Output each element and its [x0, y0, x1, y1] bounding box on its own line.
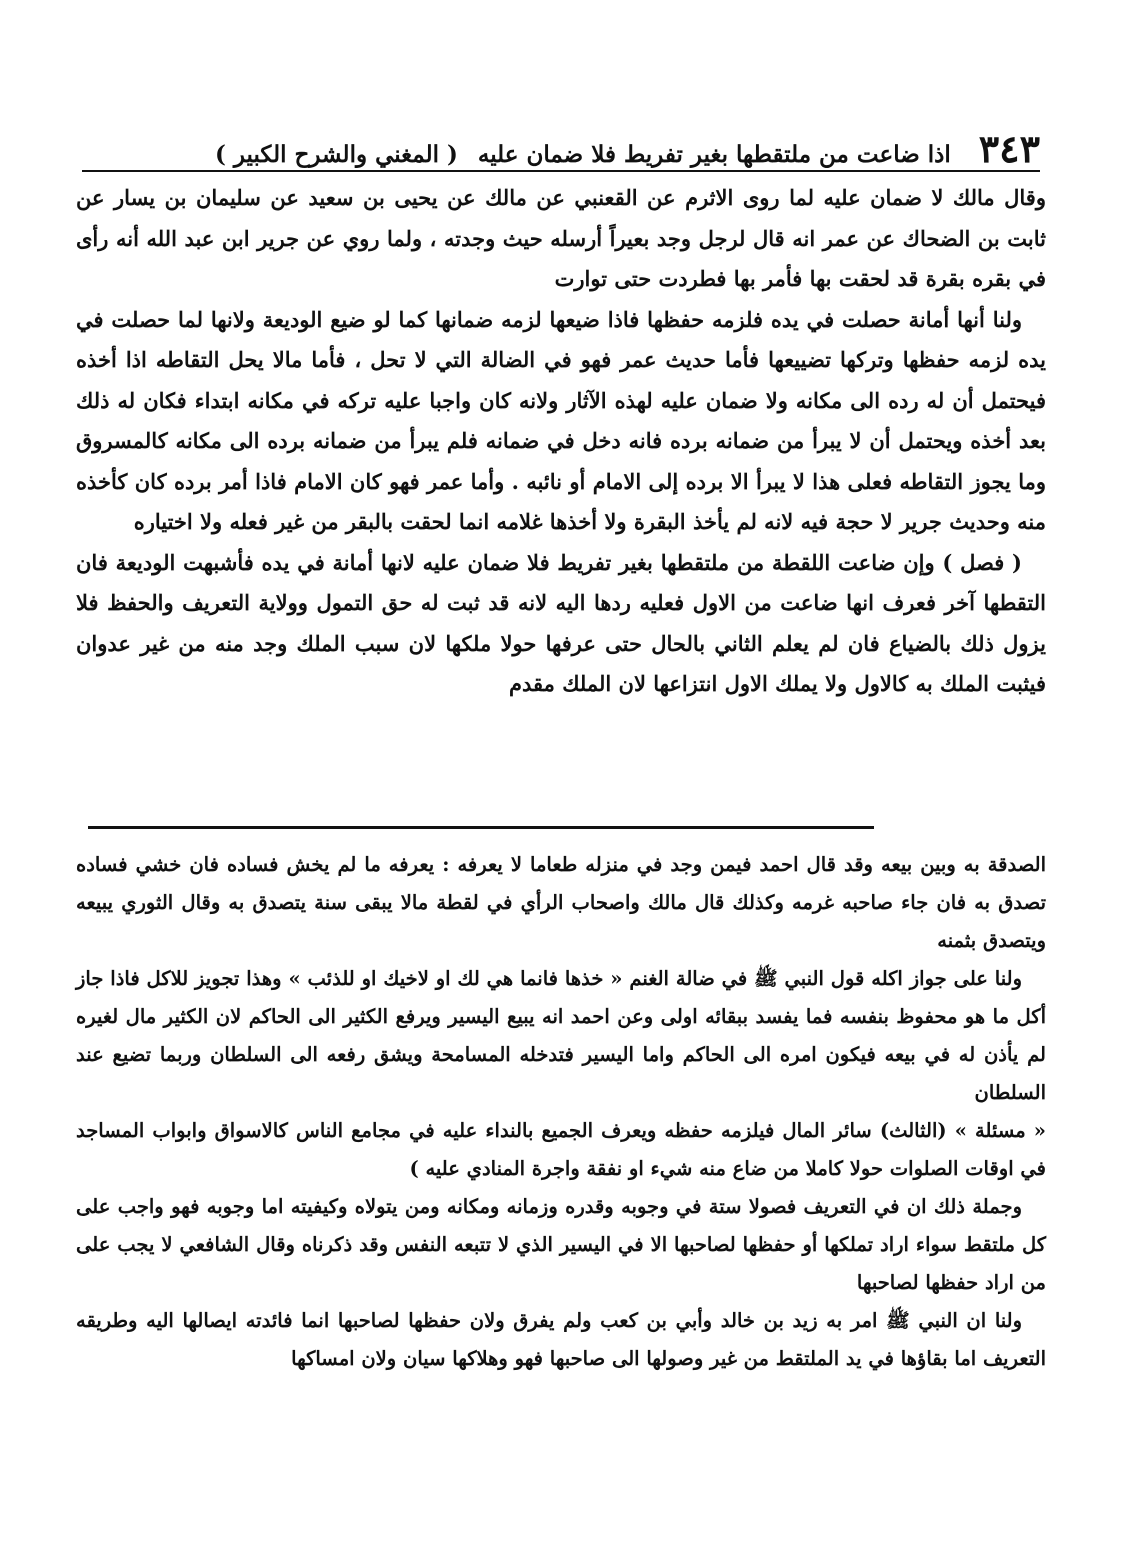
- main-paragraph: وقال مالك لا ضمان عليه لما روى الاثرم عن القعنبي عن مالك عن يحيى بن سعيد عن سليمان بن يسار عن ثابت بن الضحاك عن عمر انه قال لرجل وجد بعيراً أرسله حيث وجدته ، ولما روي عن جرير ابن عبد الله أنه رأى في بقره بقرة قد لحقت بها فأمر بها فطردت حتى توارت: [76, 185, 1046, 291]
- section-title: اذا ضاعت من ملتقطها بغير تفريط فلا ضمان عليه: [477, 141, 951, 168]
- main-text: [76, 178, 1046, 705]
- section-divider: [88, 826, 874, 829]
- page-number: ٣٤٣: [978, 126, 1040, 171]
- main-paragraph: ( فصل ) وإن ضاعت اللقطة من ملتقطها بغير تفريط فلا ضمان عليه لانها أمانة في يده فأشبهت الوديعة فان التقطها آخر فعرف انها ضاعت من الاول فعليه ردها اليه لانه قد ثبت له حق التمول وولاية التعريف والحفظ فلا يزول ذلك بالضياع فان لم يعلم الثاني بالحال حتى عرفها حولا ملكها لان سبب الملك وجد منه من غير عدوان فيثبت الملك به كالاول ولا يملك الاول انتزاعها لان الملك مقدم: [76, 549, 1046, 696]
- commentary-paragraph: الصدقة به وبين بيعه وقد قال احمد فيمن وجد في منزله طعاما لا يعرفه : يعرفه ما لم يخش فساده فان خشي فساده تصدق به فان جاء صاحبه غرمه وكذلك قال مالك واصحاب الرأي في لقطة مالا يبقى سنة يتصدق به وقال الثوري يبيعه ويتصدق بثمنه: [76, 853, 1046, 952]
- book-title: ( المغني والشرح الكبير ): [214, 141, 458, 168]
- header-divider: [82, 170, 1040, 172]
- main-paragraph: ولنا أنها أمانة حصلت في يده فلزمه حفظها فاذا ضيعها لزمه ضمانها كما لو ضيع الوديعة ولانها لما حصلت في يده لزمه حفظها وتركها تضييعها فأما حديث عمر فهو في الضالة التي لا تحل ، فأما مالا يحل التقاطه اذا أخذه فيحتمل أن له رده الى مكانه ولا ضمان عليه لهذه الآثار ولانه كان واجبا عليه تركه في مكانه ابتداء فكان له ذلك بعد أخذه ويحتمل أن لا يبرأ من ضمانه برده فانه دخل في ضمانه فلم يبرأ من ضمانه برده الى مكانه كالمسروق وما يجوز التقاطه فعلى هذا لا يبرأ الا برده إلى الامام أو نائبه . وأما عمر فهو كان الامام فاذا أمر برده كان كأخذه منه وحديث جرير لا حجة فيه لانه لم يأخذ البقرة ولا أخذها غلامه انما لحقت بالبقر من غير فعله ولا اختياره: [76, 306, 1046, 534]
- commentary-paragraph: ولنا على جواز اكله قول النبي ﷺ في ضالة الغنم « خذها فانما هي لك او لاخيك او للذئب » وهذا تجويز للاكل فاذا جاز أكل ما هو محفوظ بنفسه فما يفسد ببقائه اولى وعن احمد انه يبيع اليسير ويرفع الكثير الى الحاكم لان الكثير مال لغيره لم يأذن له في بيعه فيكون امره الى الحاكم واما اليسير فتدخله المسامحة ويشق رفعه الى السلطان وربما تضيع عند السلطان: [76, 967, 1046, 1104]
- commentary-paragraph: وجملة ذلك ان في التعريف فصولا ستة في وجوبه وقدره وزمانه ومكانه ومن يتولاه وكيفيته اما وجوبه فهو واجب على كل ملتقط سواء اراد تملكها أو حفظها لصاحبها الا في اليسير الذي لا تتبعه النفس وقد ذكرناه وقال الشافعي لا يجب على من اراد حفظها لصاحبها: [76, 1195, 1046, 1294]
- commentary-paragraph: « مسئلة » (الثالث) سائر المال فيلزمه حفظه ويعرف الجميع بالنداء عليه في مجامع الناس كالاسواق وابواب المساجد في اوقات الصلوات حولا كاملا من ضاع منه شيء او نفقة واجرة المنادي عليه ): [76, 1119, 1046, 1180]
- commentary-paragraph: ولنا ان النبي ﷺ امر به زيد بن خالد وأبي بن كعب ولم يفرق ولان حفظها لصاحبها انما فائدته ايصالها اليه وطريقه التعريف اما بقاؤها في يد الملتقط من غير وصولها الى صاحبها فهو وهلاكها سيان ولان امساكها: [76, 1309, 1046, 1370]
- page-header: [80, 126, 1040, 171]
- commentary-text: [76, 846, 1046, 1378]
